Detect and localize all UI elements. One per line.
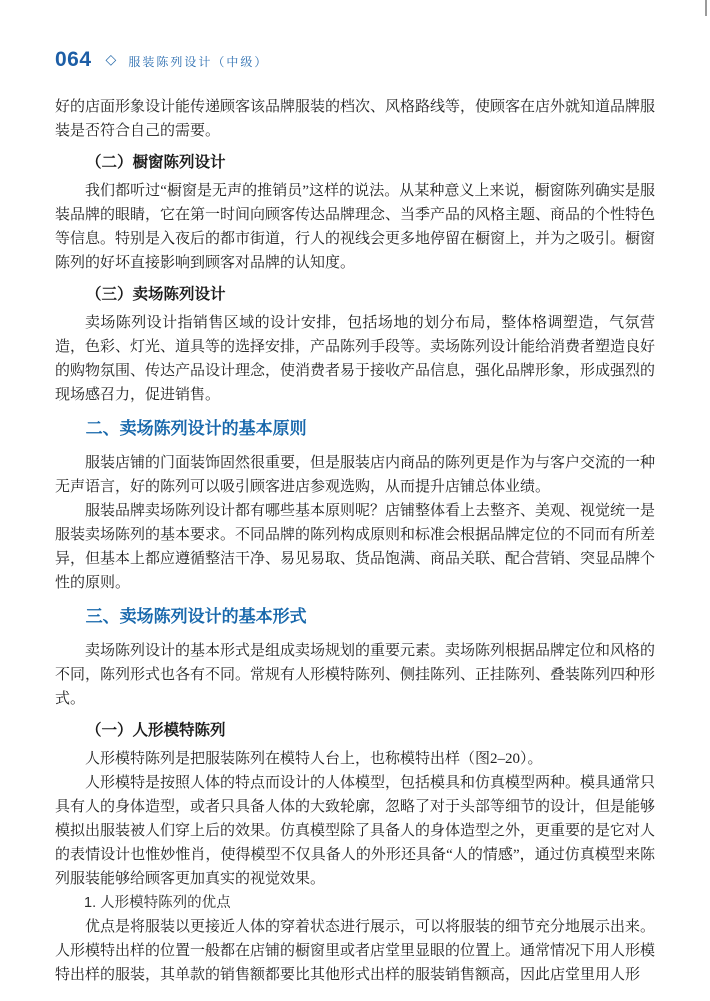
paragraph-continuation: 好的店面形象设计能传递顾客该品牌服装的档次、风格路线等，使顾客在店外就知道品牌服装是否符合自己的需要。: [55, 99, 656, 139]
paragraph-principles-1: 服装店铺的门面装饰固然很重要，但是服装店内商品的陈列更是作为与客户交流的一种无声语言，好的陈列可以吸引顾客进店参观选购，从而提升店铺总体业绩。: [55, 455, 656, 495]
paragraph-mannequin-1: 人形模特陈列是把服装陈列在模特人台上，也称模特出样（图2–20）。: [85, 751, 543, 767]
paragraph-principles-2: 服装品牌卖场陈列设计都有哪些基本原则呢？店铺整体看上去整齐、美观、视觉统一是服装卖场陈列的基本要求。不同品牌的陈列构成原则和标准会根据品牌定位的不同而有所差异，但基本上都应遵循整洁干净、易见易取、货品饱满、商品关联、配合营销、突显品牌个性的原则。: [55, 503, 656, 591]
section-heading-window-display: （二）橱窗陈列设计: [86, 154, 226, 171]
page-number: 064: [55, 48, 92, 71]
paragraph-mannequin-2: 人形模特是按照人体的特点而设计的人体模型，包括模具和仿真模型两种。模具通常只具有人的身体造型，或者只具备人体的大致轮廓，忽略了对于头部等细节的设计，但是能够模拟出服装被人们穿上后的效果。仿真模型除了具备人的身体造型之外，更重要的是它对人的表情设计也惟妙惟肖，使得模型不仅具备人的外形还具备“人的情感”，通过仿真模型来陈列服装能够给顾客更加真实的视觉效果。: [55, 775, 656, 887]
chapter-heading-basic-principles: 二、卖场陈列设计的基本原则: [85, 419, 307, 438]
book-title: 服装陈列设计（中级）: [128, 54, 269, 69]
paragraph-store-display: 卖场陈列设计指销售区域的设计安排，包括场地的划分布局，整体格调塑造，气氛营造，色彩、灯光、道具等的选择安排，产品陈列手段等。卖场陈列设计能给消费者塑造良好的购物氛围、传达产品设计理念，使消费者易于接收产品信息，强化品牌形象，形成强烈的现场感召力，促进销售。: [55, 315, 656, 403]
subheading-mannequin-advantages: 1. 人形模特陈列的优点: [84, 895, 231, 911]
chapter-heading-basic-forms: 三、卖场陈列设计的基本形式: [85, 607, 307, 626]
page-content: [55, 95, 655, 987]
scan-artifact: [705, 0, 707, 16]
paragraph-advantages: 优点是将服装以更接近人体的穿着状态进行展示，可以将服装的细节充分地展示出来。人形模特出样的位置一般都在店铺的橱窗里或者店堂里显眼的位置上。通常情况下用人形模特出样的服装，其单款的销售额都要比其他形式出样的服装销售额高，因此店堂里用人形: [55, 919, 656, 983]
diamond-icon: ◇: [105, 52, 117, 68]
paragraph-window-display: 我们都听过“橱窗是无声的推销员”这样的说法。从某种意义上来说，橱窗陈列确实是服装品牌的眼睛，它在第一时间向顾客传达品牌理念、当季产品的风格主题、商品的个性特色等信息。特别是入夜后的都市街道，行人的视线会更多地停留在橱窗上，并为之吸引。橱窗陈列的好坏直接影响到顾客对品牌的认知度。: [55, 183, 656, 271]
section-heading-store-display: （三）卖场陈列设计: [86, 286, 226, 303]
section-heading-mannequin-display: （一）人形模特陈列: [86, 722, 226, 739]
paragraph-forms: 卖场陈列设计的基本形式是组成卖场规划的重要元素。卖场陈列根据品牌定位和风格的不同，陈列形式也各有不同。常规有人形模特陈列、侧挂陈列、正挂陈列、叠装陈列四种形式。: [55, 643, 656, 707]
running-header: [55, 48, 268, 72]
